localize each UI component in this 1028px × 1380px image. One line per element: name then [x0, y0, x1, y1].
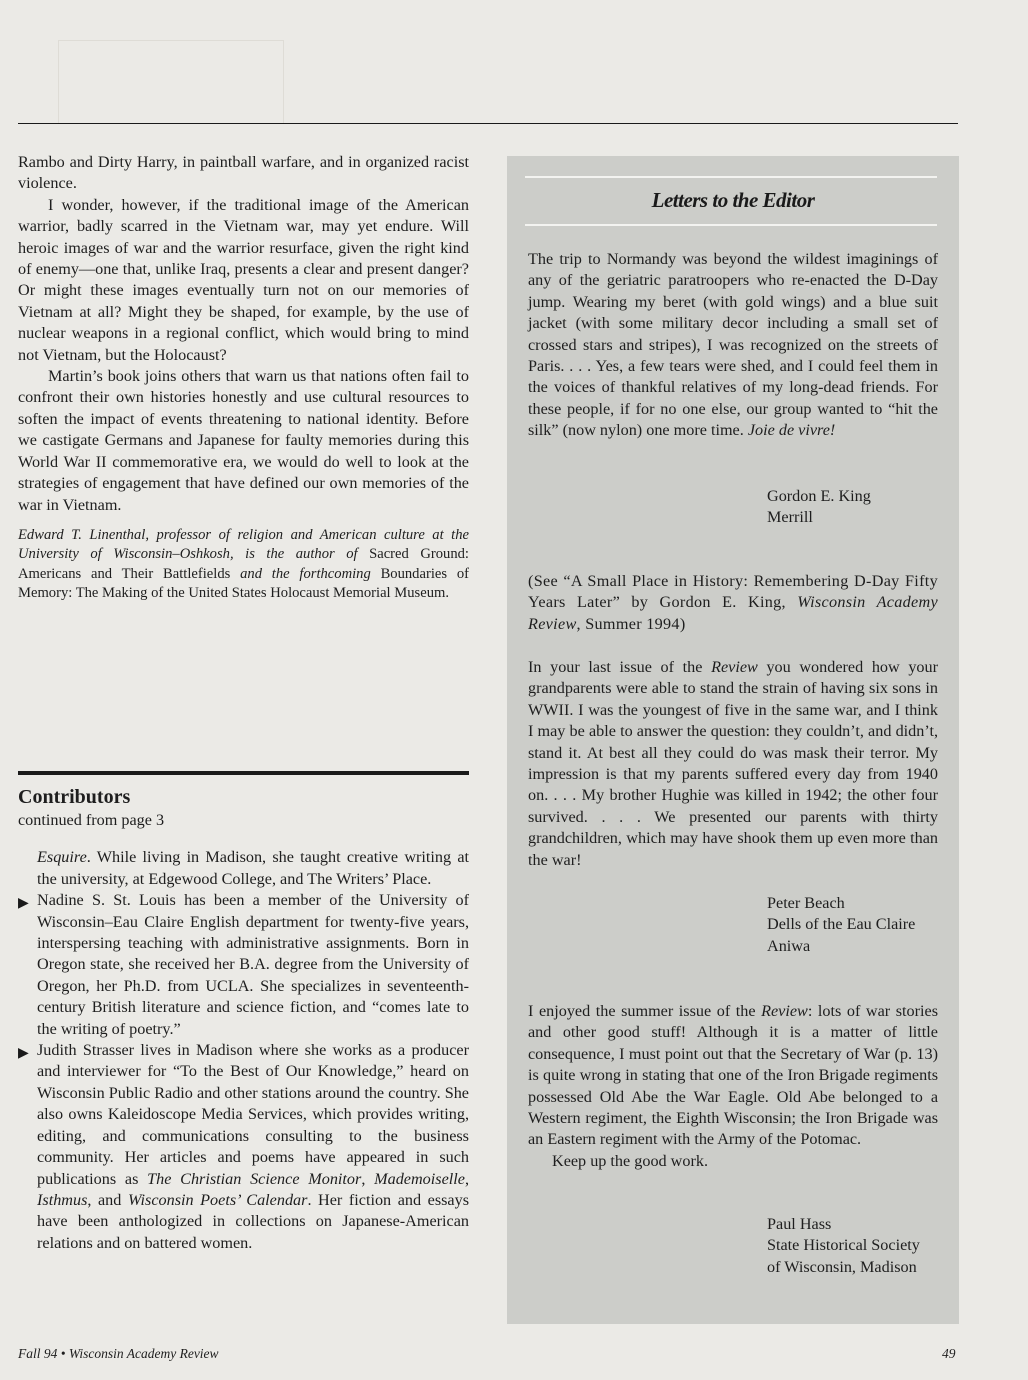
- contributors-heading: Contributors: [18, 786, 131, 808]
- contributor-entry: ▶ Judith Strasser lives in Madison where she works as a producer and interviewer for “To the Best of Our Knowledge,” heard on Wisconsin Public Radio and other stations around the country. She also owns Kaleidoscope Media Services, which provides writing, editing, and communications consulting to the business community. Her articles and poems have appeared in such publications as The Christian Science Monitor, Mademoiselle, Isthmus, and Wisconsin Poets’ Calendar. Her fiction and essays have been anthologized in collections on Japanese-American relations and on battered women.: [18, 1041, 469, 1252]
- bleed-through-heading: [650, 62, 661, 113]
- letter-1-signature: Gordon E. King Merrill: [767, 487, 871, 527]
- author-bio: Edward T. Linenthal, professor of religion and American culture at the University of Wisconsin–Oshkosh, is the author of Sacred Ground: Americans and Their Battlefields and the forthcoming Boundaries of Memory: The Making of the United States Holocaust Memorial Museum.: [18, 526, 469, 602]
- arrow-bullet-icon: ▶: [18, 1046, 29, 1062]
- contributors-section: [18, 784, 469, 1254]
- contributors-rule: [18, 771, 469, 775]
- contributor-continued-text: Esquire. While living in Madison, she taught creative writing at the university, at Edgewood College, and The Writers’ Place.: [37, 848, 469, 888]
- footer-publication: Fall 94 • Wisconsin Academy Review: [18, 1346, 219, 1361]
- article-paragraph: Martin’s book joins others that warn us that nations often fail to confront their own histories honestly and use cultural resources to soften the impact of events threatening to national identity. Before we castigate Germans and Japanese for faulty memories during this World War II commemorative era, we would do well to look at the strategies of engagement that have defined our own memories of the war in Vietnam.: [18, 367, 469, 514]
- letter-1: The trip to Normandy was beyond the wildest imaginings of any of the geriatric paratroopers who re-enacted the D-Day jump. Wearing my beret (with gold wings) and a blue suit jacket (with some military decor including a small set of crossed stars and stripes), I was recognized on the streets of Paris. . . . Yes, a few tears were shed, and I could feel them in the voices of thankful relatives of my long-dead friends. For these people, if for no one else, our group wanted to “hit the silk” (now nylon) one more time. Joie de vivre!: [528, 250, 938, 440]
- panel-rule-top: [525, 176, 937, 178]
- article-paragraph: I wonder, however, if the traditional image of the American warrior, badly scarred in the Vietnam war, may yet endure. Will heroic images of war and the warrior resurface, given the right kind of enemy—one that, unlike Iraq, presents a clear and present danger? Or might these images eventually turn not on our memories of Vietnam at all? Might they be shaped, for example, by the use of nuclear weapons in a regional conflict, which would bring to mind not Vietnam, but the Holocaust?: [18, 195, 469, 364]
- letter-2-signature: Peter Beach Dells of the Eau Claire Aniwa: [767, 894, 916, 955]
- header-rule: [18, 123, 958, 124]
- letter-2: In your last issue of the Review you wondered how your grandparents were able to stand the strain of having six sons in WWII. I was the youngest of five in the same war, and I think I may be able to answer the question: they couldn’t, and didn’t, stand it. At best all they could do was mask their terror. My impression is that my parents suffered every day from 1940 on. . . . My brother Hughie was killed in 1942; the other four survived. . . . We presented our parents with thirty grandchildren, which may have shook them up even more than the war!: [528, 658, 938, 869]
- letters-title: Letters to the Editor: [651, 188, 815, 212]
- article-column: [18, 152, 469, 604]
- panel-rule-bottom: [525, 224, 937, 226]
- article-paragraph: Rambo and Dirty Harry, in paintball warfare, and in organized racist violence.: [18, 153, 469, 193]
- arrow-bullet-icon: ▶: [18, 896, 29, 912]
- bleed-through-logo: [58, 40, 284, 124]
- page-number: 49: [942, 1346, 956, 1361]
- contributors-subheading: continued from page 3: [18, 811, 165, 829]
- contributor-entry: ▶ Nadine S. St. Louis has been a member of the University of Wisconsin–Eau Claire English department for twenty-five years, interspersing teaching with administrative assignments. Born in Oregon state, she received her B.A. degree from the University of Oregon, her Ph.D. from UCLA. She specializes in seventeenth-century British literature and science fiction, and “comes late to the writing of poetry.”: [18, 891, 469, 1038]
- letter-3: I enjoyed the summer issue of the Review: lots of war stories and other good stuff! Although it is a matter of little consequence, I must point out that the Secretary of War (p. 13) is quite wrong in stating that one of the Iron Brigade regiments possessed Old Abe the War Eagle. Old Abe belonged to a Western regiment, the Eighth Wisconsin; the Iron Brigade was an Eastern regiment with the Army of the Potomac. Keep up the good work.: [528, 1002, 938, 1170]
- editor-note: (See “A Small Place in History: Remembering D-Day Fifty Years Later” by Gordon E. King, Wisconsin Academy Review, Summer 1994): [528, 572, 939, 633]
- letter-3-signature: Paul Hass State Historical Society of Wisconsin, Madison: [767, 1215, 920, 1276]
